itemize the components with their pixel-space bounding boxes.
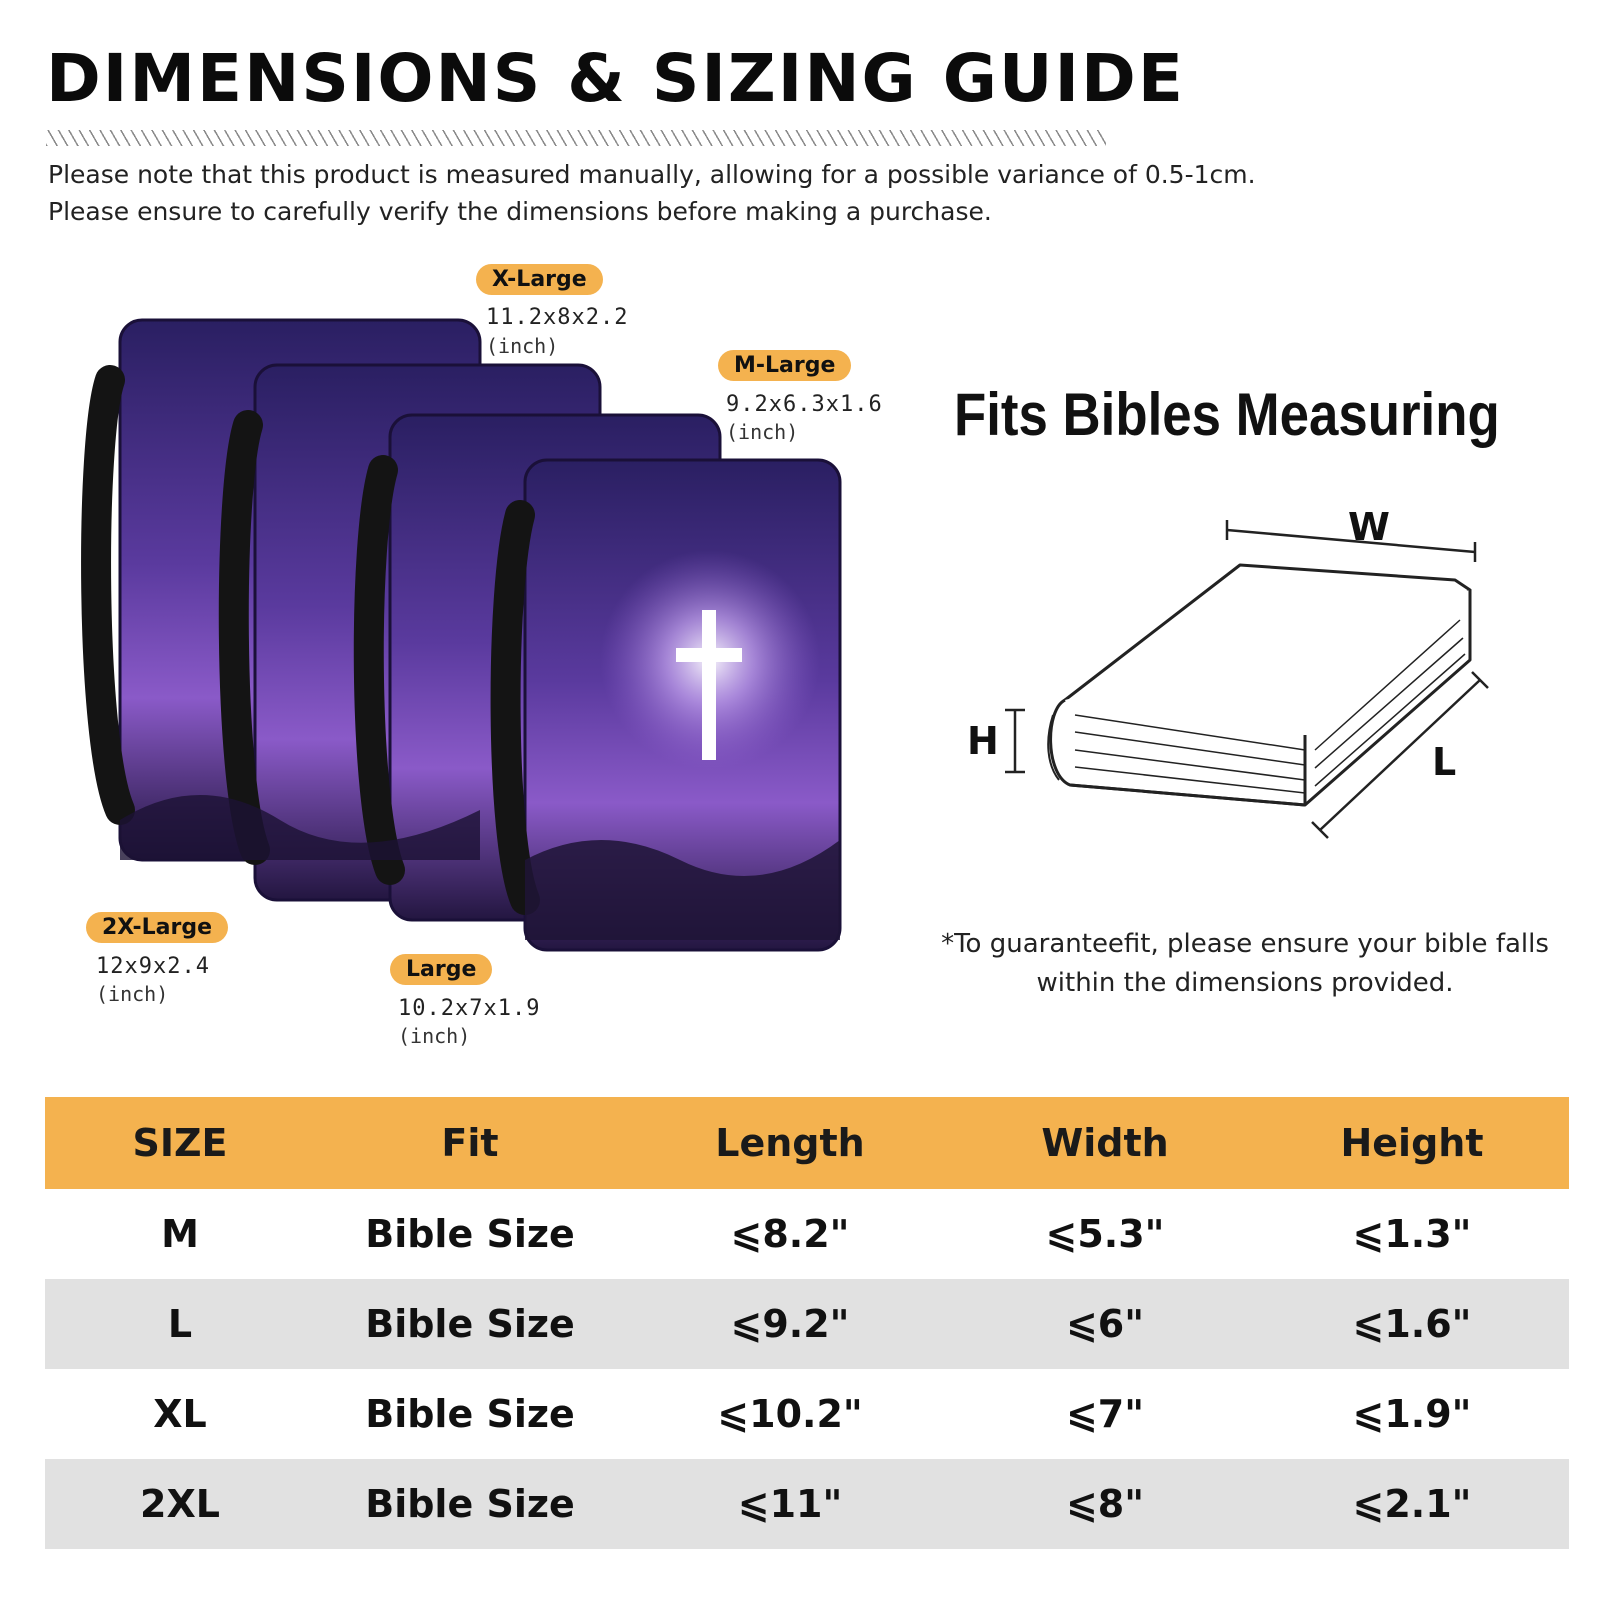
header-length: Length (625, 1097, 955, 1189)
dims-m-large: 9.2x6.3x1.6 (726, 392, 883, 417)
dims-x-large: 11.2x8x2.2 (486, 305, 629, 330)
cell-fit: Bible Size (365, 1392, 575, 1436)
size-tag-x-large: X-Large (476, 264, 603, 295)
cell-width: ⩽5.3" (1045, 1212, 1165, 1256)
size-tag-large: Large (390, 954, 492, 985)
header-height: Height (1255, 1097, 1569, 1189)
length-label: L (1432, 740, 1457, 784)
cell-size: M (161, 1212, 199, 1256)
size-tag-2x-large: 2X-Large (86, 912, 228, 943)
fit-note (925, 925, 1565, 1003)
unit-2x-large: (inch) (96, 982, 169, 1006)
cell-size: 2XL (45, 1459, 315, 1549)
cell-size: XL (153, 1392, 207, 1436)
header-size: SIZE (45, 1097, 315, 1189)
cell-width: ⩽6" (955, 1279, 1255, 1369)
table-row (45, 1189, 1569, 1279)
unit-m-large: (inch) (726, 420, 799, 444)
height-label: H (967, 719, 999, 763)
fit-note-line2: within the dimensions provided. (1036, 968, 1454, 998)
cross-icon (702, 610, 716, 760)
cell-size: L (45, 1279, 315, 1369)
fits-heading: Fits Bibles Measuring (954, 381, 1500, 448)
page-title: DIMENSIONS & SIZING GUIDE (46, 40, 1185, 117)
size-table (45, 1097, 1569, 1549)
header-fit: Fit (315, 1097, 625, 1189)
table-row (45, 1279, 1569, 1369)
verify-note: Please ensure to carefully verify the dimensions before making a purchase. (48, 197, 992, 226)
dims-2x-large: 12x9x2.4 (96, 954, 210, 979)
cell-height: ⩽1.6" (1255, 1279, 1569, 1369)
table-header-row (45, 1097, 1569, 1189)
fit-note-line1: *To guaranteefit, please ensure your bible falls (941, 929, 1549, 959)
variance-note: Please note that this product is measured manually, allowing for a possible variance of 0.5-1cm. (48, 160, 1256, 189)
cell-fit: Bible Size (365, 1212, 575, 1256)
dims-large: 10.2x7x1.9 (398, 996, 541, 1021)
unit-large: (inch) (398, 1024, 471, 1048)
cell-width: ⩽8" (955, 1459, 1255, 1549)
hatch-divider (46, 130, 1106, 146)
size-tag-m-large: M-Large (718, 350, 851, 381)
cell-length: ⩽9.2" (625, 1279, 955, 1369)
cell-width: ⩽7" (1065, 1392, 1145, 1436)
cell-height: ⩽1.9" (1352, 1392, 1472, 1436)
header-width: Width (955, 1097, 1255, 1189)
cell-fit: Bible Size (315, 1459, 625, 1549)
cell-height: ⩽2.1" (1255, 1459, 1569, 1549)
width-label: W (1348, 505, 1390, 549)
cell-fit: Bible Size (315, 1279, 625, 1369)
table-row (45, 1369, 1569, 1459)
cell-length: ⩽8.2" (730, 1212, 850, 1256)
book-diagram (967, 505, 1535, 870)
unit-x-large: (inch) (486, 334, 559, 358)
table-row (45, 1459, 1569, 1549)
cell-height: ⩽1.3" (1352, 1212, 1472, 1256)
cover-m-large (506, 460, 840, 950)
cell-length: ⩽11" (625, 1459, 955, 1549)
cell-length: ⩽10.2" (717, 1392, 863, 1436)
